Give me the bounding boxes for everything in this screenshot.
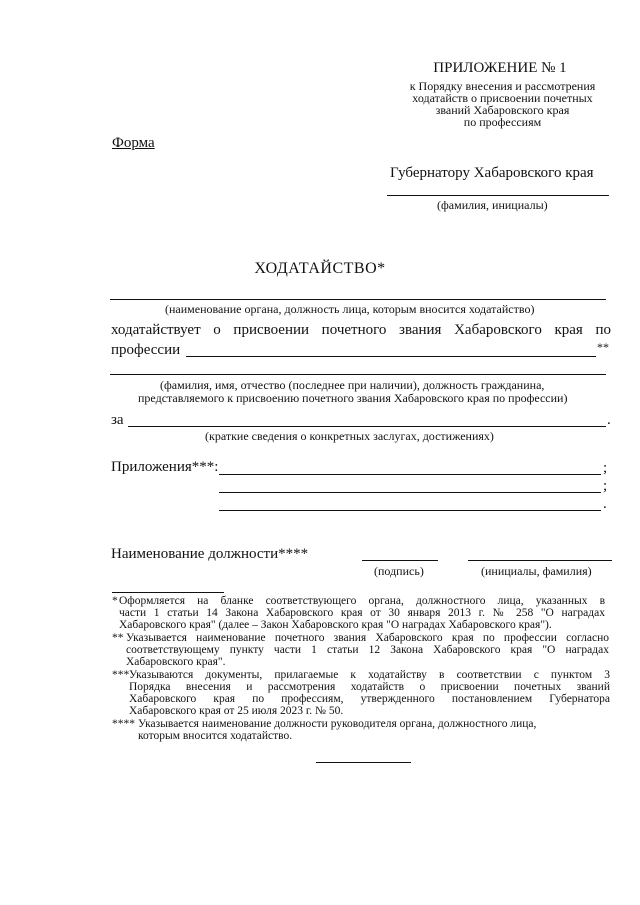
person-field[interactable] [110,374,606,375]
footnote-1-line: части 1 статьи 14 Закона Хабаровского края от 30 января 2013 г. № 258 "О наградах [119,607,605,619]
signature-field[interactable] [362,560,438,561]
attachment-end-mark: . [603,496,607,512]
footnote-separator [112,592,224,593]
attachment-field-3[interactable] [219,510,601,511]
footnote-2-line: Указывается наименование почетного звания Хабаровского края по профессии согласно [126,632,609,644]
document-title: ХОДАТАЙСТВО* [254,260,386,277]
person-hint-line-1: (фамилия, имя, отчество (последнее при наличии), должность гражданина, [160,378,545,392]
merits-hint: (краткие сведения о конкретных заслугах, достижениях) [205,429,494,443]
profession-footnote-mark: ** [597,340,609,354]
footnote-1-mark: * [112,595,118,607]
footnote-3-line: Хабаровского края по профессиям, утвержденного постановлением Губернатора [129,693,610,705]
petition-line-1: ходатайствует о присвоении почетного звания Хабаровского края по [111,322,611,338]
footnote-3-line: Указываются документы, прилагаемые к ходатайству в соответствии с пунктом 3 [129,669,610,681]
addressee-text: Губернатору Хабаровского края [390,165,594,181]
attachments-label: Приложения***: [111,459,219,475]
signature-hint: (подпись) [374,564,424,578]
position-label: Наименование должности**** [111,546,309,562]
footnote-3-mark: *** [112,669,130,681]
attachment-end-mark: ; [603,478,608,494]
petition-profession-prefix: профессии [111,342,181,358]
appendix-subtitle-line: к Порядку внесения и рассмотрения [409,79,596,93]
footnote-4-line: которым вносится ходатайство. [138,730,293,742]
addressee-name-field[interactable] [387,195,609,196]
appendix-subtitle-line: по профессиям [463,115,542,129]
attachment-field-1[interactable] [219,474,601,475]
footnote-2-mark: ** [112,632,124,644]
organ-field[interactable] [110,299,606,300]
footnote-3-line: Хабаровского края от 25 июля 2023 г. № 50. [129,705,344,717]
organ-hint: (наименование органа, должность лица, которым вносится ходатайство) [165,302,535,316]
closing-divider [316,762,411,763]
merits-prefix: за [111,412,124,428]
attachment-field-2[interactable] [219,492,601,493]
merits-field[interactable] [128,426,606,427]
footnote-4-mark: **** [112,718,135,730]
appendix-title: ПРИЛОЖЕНИЕ № 1 [433,60,567,76]
initials-surname-hint: (инициалы, фамилия) [481,564,592,578]
footnote-2-line: Хабаровского края". [126,656,226,668]
footnote-1-line: Оформляется на бланке соответствующего органа, должностного лица, указанных в [119,595,605,607]
footnote-3-line: Порядка внесения и рассмотрения ходатайств о присвоении почетных званий [129,681,610,693]
merits-end-mark: . [607,412,611,428]
addressee-hint: (фамилия, инициалы) [437,198,548,212]
footnote-1-line: Хабаровского края" (далее – Закон Хабаровского края "О наградах Хабаровского края"). [119,619,552,631]
appendix-subtitle-line: ходатайств о присвоении почетных [412,91,593,105]
initials-surname-field[interactable] [468,560,612,561]
attachment-end-mark: ; [603,460,608,476]
footnote-4-line: Указывается наименование должности руководителя органа, должностного лица, [138,718,537,730]
appendix-subtitle [395,80,610,128]
footnote-2-line: соответствующему пункту части 1 статьи 12 Закона Хабаровского края "О наградах [126,644,609,656]
profession-field[interactable] [186,356,596,357]
appendix-subtitle-line: званий Хабаровского края [435,103,570,117]
form-label: Форма [112,135,155,151]
person-hint-line-2: представляемого к присвоению почетного звания Хабаровского края по профессии) [138,391,568,405]
